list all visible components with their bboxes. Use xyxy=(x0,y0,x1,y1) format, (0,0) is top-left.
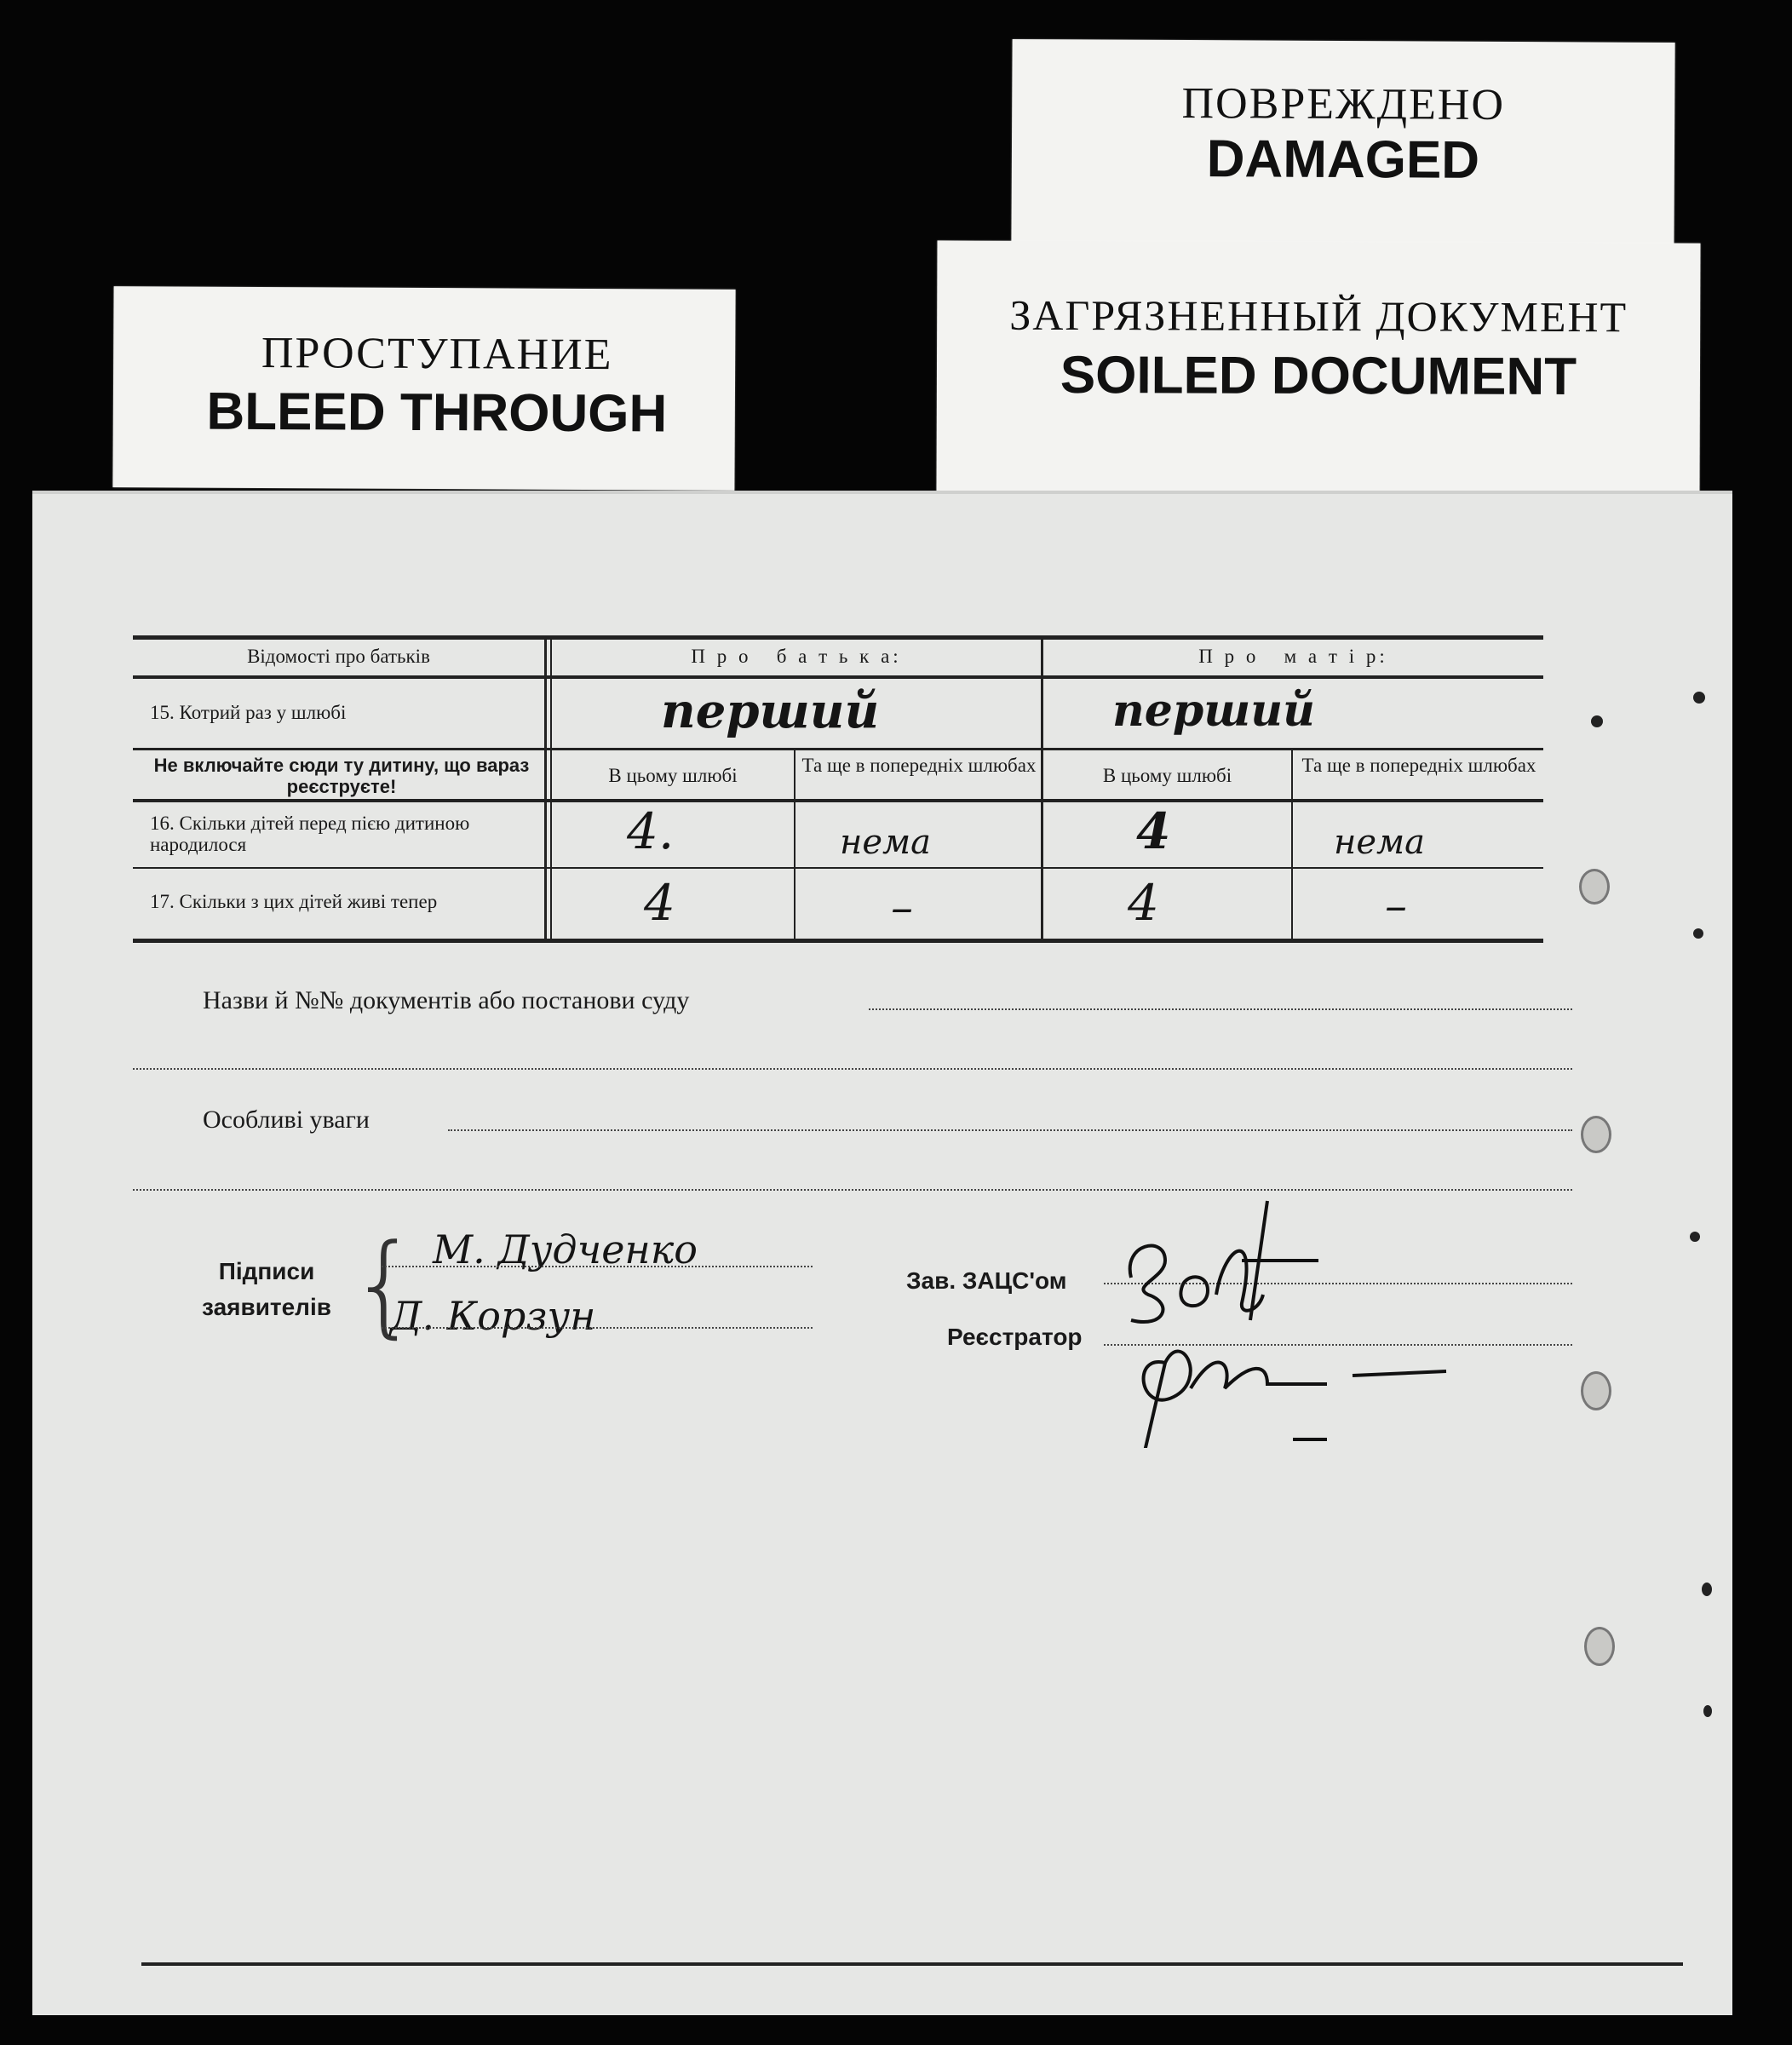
table-divider xyxy=(1041,635,1043,943)
notes-line-2 xyxy=(133,1189,1572,1191)
soiled-label-card xyxy=(936,240,1700,493)
applicant-signature-2: Д. Корзун xyxy=(390,1293,596,1339)
row15-father-value: перший xyxy=(661,683,880,739)
signatures-label-line1: Підписи xyxy=(218,1258,315,1284)
subheader-note: Не включайте сюди ту дитину, що вараз реєструєте! xyxy=(153,755,530,797)
notes-label: Особливі уваги xyxy=(203,1106,370,1134)
table-rule xyxy=(133,939,1543,943)
table-divider xyxy=(550,635,552,943)
row17-mother-prev: – xyxy=(1385,881,1407,932)
row15-mother-value: перший xyxy=(1112,685,1315,737)
father-this-marriage-header: В цьому шлюбі xyxy=(608,765,738,786)
bleed-through-label-card xyxy=(112,286,735,491)
binder-hole xyxy=(1581,1116,1611,1153)
signatures-label xyxy=(186,1254,347,1325)
header-father: П р о б а т ь к а: xyxy=(691,646,902,667)
table-rule xyxy=(133,748,1543,750)
notes-line xyxy=(448,1129,1572,1131)
documents-line xyxy=(869,1008,1572,1010)
row16-mother-prev: нема xyxy=(1334,823,1426,862)
mother-prev-marriages-header: Та ще в попередніх шлюбах xyxy=(1301,755,1536,776)
bleed-label-en: BLEED THROUGH xyxy=(206,382,668,444)
row17-mother-this: 4 xyxy=(1128,874,1159,932)
head-label: Зав. ЗАЦС'ом xyxy=(906,1267,1067,1294)
damaged-label-ru: ПОВРЕЖДЕНО xyxy=(1181,79,1506,129)
bottom-rule xyxy=(141,1962,1683,1966)
registrar-label: Реєстратор xyxy=(947,1324,1083,1350)
binder-hole xyxy=(1702,1583,1712,1596)
binder-hole xyxy=(1690,1232,1700,1242)
binder-hole xyxy=(1693,928,1703,939)
applicant-signature-1: М. Дудченко xyxy=(433,1226,698,1272)
damaged-label-card xyxy=(1011,39,1674,254)
row16-father-this: 4. xyxy=(627,802,675,860)
row16-mother-this: 4 xyxy=(1136,802,1171,860)
father-prev-marriages-header: Та ще в попередніх шлюбах xyxy=(801,755,1037,776)
table-divider xyxy=(1291,748,1293,943)
binder-hole xyxy=(1591,715,1603,727)
table-rule xyxy=(133,799,1543,802)
binder-hole xyxy=(1579,869,1610,905)
mother-this-marriage-header: В цьому шлюбі xyxy=(1102,765,1232,786)
head-signature-mark xyxy=(1114,1192,1625,1448)
document-page xyxy=(32,491,1732,2015)
documents-line-2 xyxy=(133,1068,1572,1070)
signature-line-1 xyxy=(382,1266,813,1267)
row17-father-prev: – xyxy=(891,882,913,933)
soiled-label-ru: ЗАГРЯЗНЕННЫЙ ДОКУМЕНТ xyxy=(1009,290,1628,342)
table-rule xyxy=(133,867,1543,869)
table-rule xyxy=(133,635,1543,640)
row17-father-this: 4 xyxy=(644,874,675,932)
header-mother: П р о м а т і р: xyxy=(1198,646,1388,667)
signatures-label-line2: заявителів xyxy=(202,1294,331,1320)
binder-hole xyxy=(1584,1627,1615,1666)
bleed-label-ru: ПРОСТУПАНИЕ xyxy=(261,328,613,380)
header-parents-info: Відомості про батьків xyxy=(247,646,430,667)
damaged-label-en: DAMAGED xyxy=(1206,129,1480,190)
table-divider xyxy=(794,748,795,943)
binder-hole xyxy=(1703,1705,1712,1717)
binder-hole xyxy=(1693,692,1705,704)
row16-father-prev: нема xyxy=(840,823,932,862)
table-divider xyxy=(544,635,547,943)
table-rule xyxy=(133,675,1543,679)
row17-label: 17. Скільки з цих дітей живі тепер xyxy=(150,891,438,912)
parents-info-table xyxy=(133,635,1543,944)
documents-label: Назви й №№ документів або постанови суду xyxy=(203,986,690,1014)
signatures-brace: { xyxy=(349,1220,420,1349)
soiled-label-en: SOILED DOCUMENT xyxy=(1060,345,1577,407)
signature-line-2 xyxy=(382,1327,813,1329)
row16-label: 16. Скільки дітей перед пією дитиною народилося xyxy=(150,813,470,855)
row15-label: 15. Котрий раз у шлюбі xyxy=(150,702,347,723)
